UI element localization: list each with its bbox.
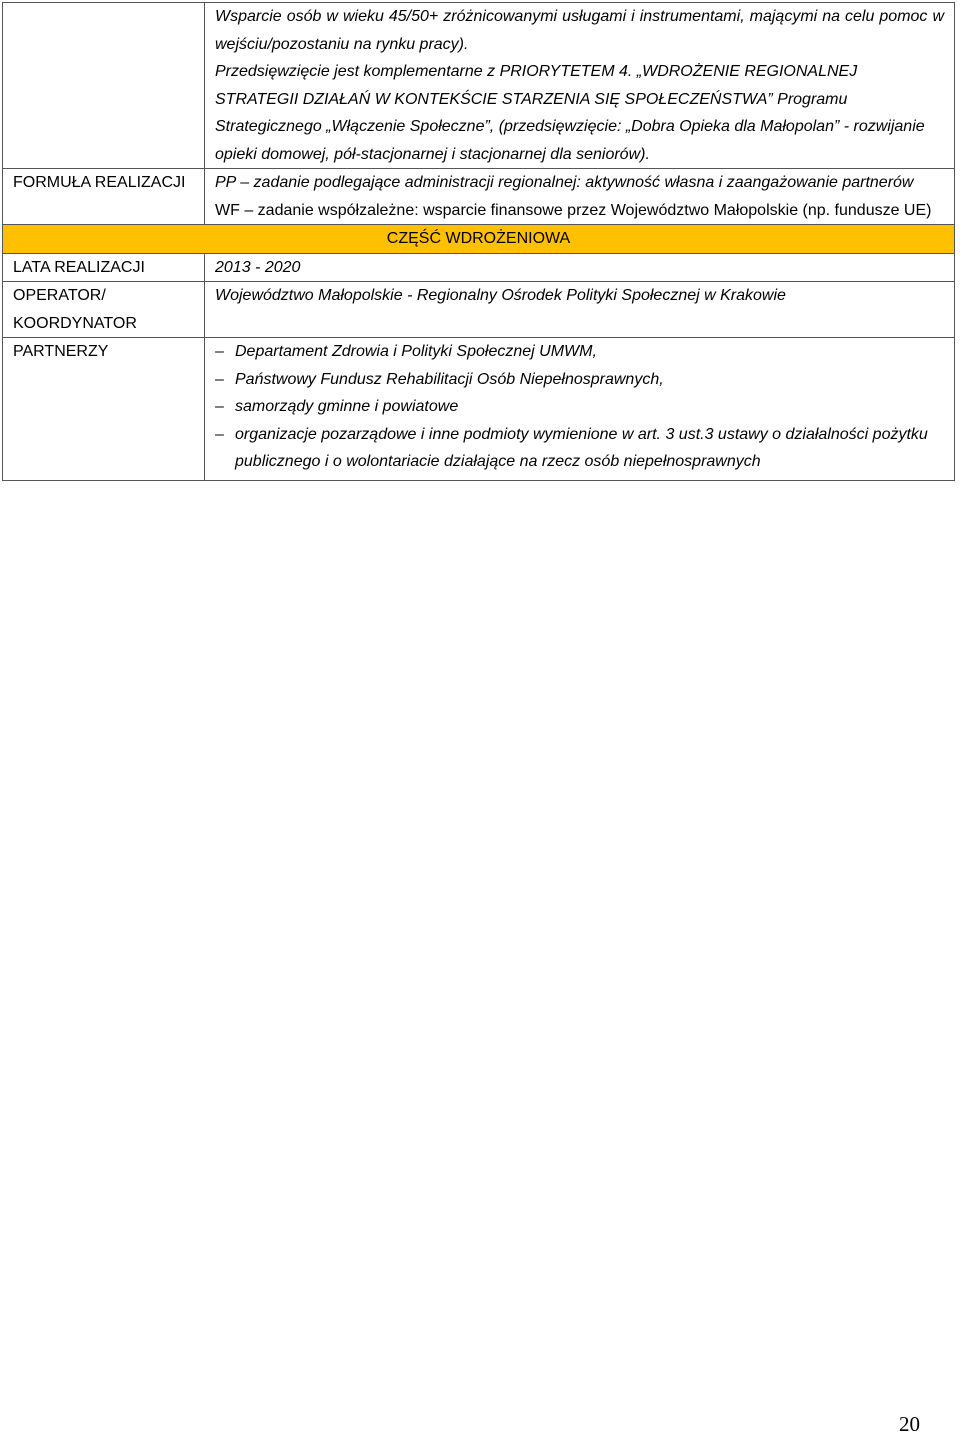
row-partnerzy [3,338,955,481]
formula-wf: WF – zadanie współzależne: wsparcie finansowe przez Województwo Małopolskie (np. fundusze UE) [215,201,932,219]
operator-label: OPERATOR/ KOORDYNATOR [3,282,205,338]
list-item [215,393,944,421]
lata-label: LATA REALIZACJI [3,253,205,282]
partner-list [215,338,944,476]
row-operator [3,282,955,338]
description-line-1: Wsparcie osób w wieku 45/50+ zróżnicowanymi usługami i instrumentami, mającymi na celu pomoc w wejściu/pozostaniu na rynku pracy). [215,8,944,53]
partnerzy-label: PARTNERZY [3,338,205,481]
row-description [3,3,955,169]
formula-label: FORMUŁA REALIZACJI [3,169,205,225]
dash-bullet: – [215,398,224,415]
partner-item-text: organizacje pozarządowe i inne podmioty wymienione w art. 3 ust.3 ustawy o działalności pożytku publicznego i o wolontariacie działające na rzecz osób niepełnosprawnych [235,425,928,470]
page-number: 20 [899,1412,920,1436]
section-header: CZĘŚĆ WDROŻENIOWA [3,225,955,254]
section-header-row [3,225,955,254]
row-formula [3,169,955,225]
lata-value: 2013 - 2020 [205,253,955,282]
project-table [2,2,955,481]
dash-bullet: – [215,343,224,360]
list-item [215,338,944,366]
dash-bullet: – [215,425,224,443]
formula-pp: PP – zadanie podlegające administracji regionalnej: aktywność własna i zaangażowanie partnerów [215,174,914,191]
partner-item-text: Państwowy Fundusz Rehabilitacji Osób Niepełnosprawnych, [235,370,664,388]
row-lata [3,253,955,282]
description-line-2: Przedsięwzięcie jest komplementarne z PRIORYTETEM 4. „WDROŻENIE REGIONALNEJ STRATEGII DZIAŁAŃ W KONTEKŚCIE STARZENIA SIĘ SPOŁECZEŃSTWA” Programu Strategicznego „Włączenie Społeczne”, (przedsięwzięcie: „Dobra Opieka dla Małopolan” - rozwijanie opieki domowej, pół-stacjonarnej i stacjonarnej dla seniorów). [215,63,925,163]
partnerzy-cell [205,338,955,481]
partner-item-text: Departament Zdrowia i Polityki Społecznej UMWM, [235,343,597,360]
description-label-cell [3,3,205,169]
list-item [215,421,944,476]
operator-value: Województwo Małopolskie - Regionalny Ośrodek Polityki Społecznej w Krakowie [205,282,955,338]
description-cell [205,3,955,169]
formula-cell [205,169,955,225]
partner-item-text: samorządy gminne i powiatowe [235,398,459,415]
dash-bullet: – [215,370,224,388]
list-item [215,366,944,394]
